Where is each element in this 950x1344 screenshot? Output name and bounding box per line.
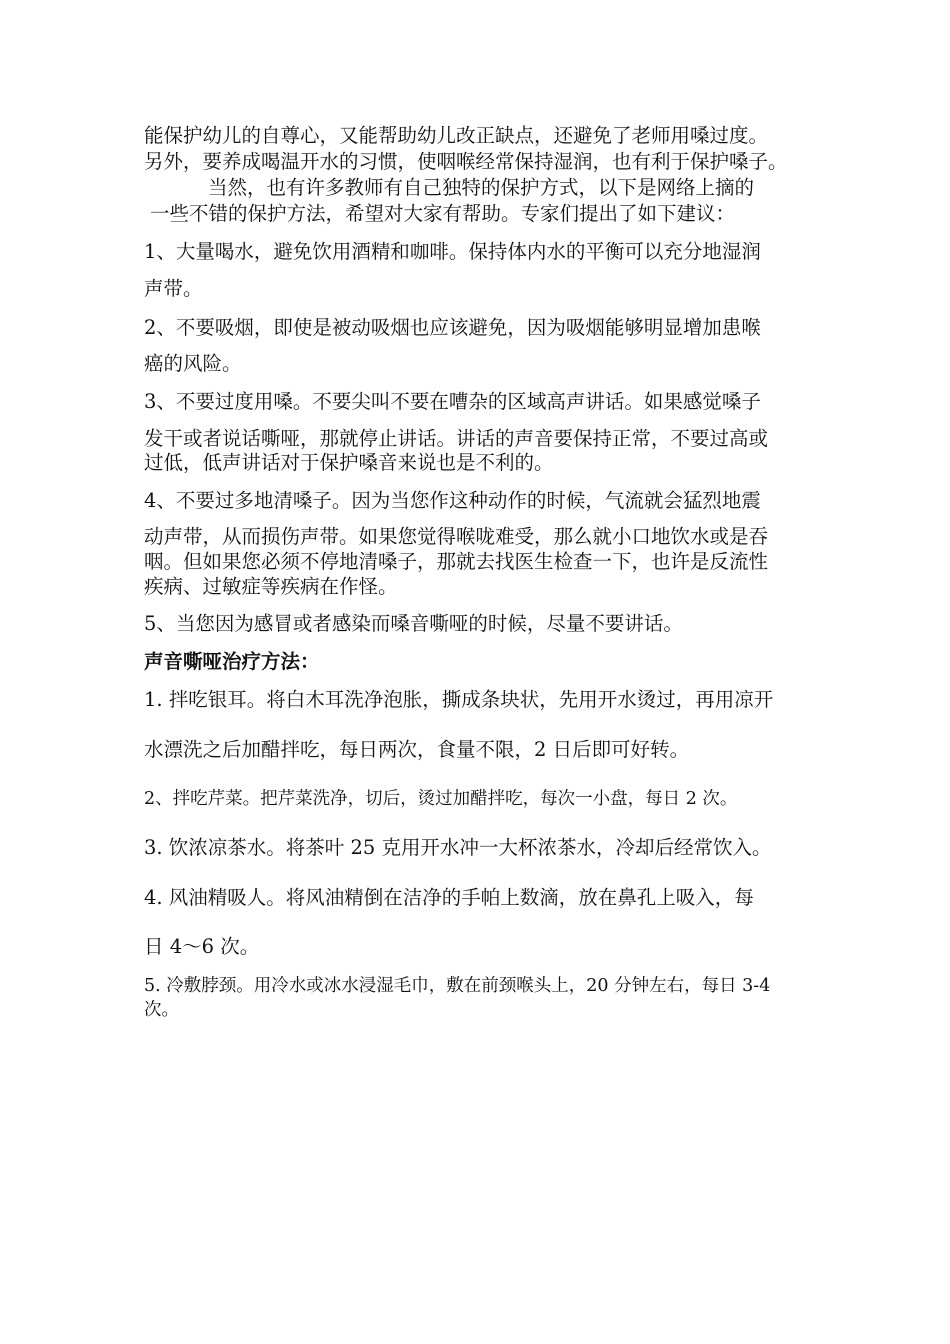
- tip-4-line-4: 疾病、过敏症等疾病在作怪。: [144, 575, 398, 598]
- treatment-2-line-1: 2、拌吃芹菜。把芹菜洗净，切后，烫过加醋拌吃，每次一小盘，每日 2 次。: [144, 789, 738, 809]
- treatment-3-line-1: 3. 饮浓凉茶水。将茶叶 25 克用开水冲一大杯浓茶水，冷却后经常饮入。: [144, 836, 772, 859]
- tip-1-line-1: 1、大量喝水，避免饮用酒精和咖啡。保持体内水的平衡可以充分地湿润: [144, 240, 761, 263]
- treatment-5-line-1: 5. 冷敷脖颈。用冷水或冰水浸湿毛巾，敷在前颈喉头上，20 分钟左右，每日 3-4: [144, 976, 771, 996]
- tip-1-line-2: 声带。: [144, 277, 203, 300]
- treatment-heading: 声音嘶哑治疗方法：: [144, 650, 320, 673]
- intro-line-1: 能保护幼儿的自尊心，又能帮助幼儿改正缺点，还避免了老师用嗓过度。: [144, 124, 769, 147]
- tip-5-line-1: 5、当您因为感冒或者感染而嗓音嘶哑的时候，尽量不要讲话。: [144, 612, 683, 635]
- tip-3-line-3: 过低，低声讲话对于保护嗓音来说也是不利的。: [144, 451, 554, 474]
- treatment-4-line-1: 4. 风油精吸人。将风油精倒在洁净的手帕上数滴，放在鼻孔上吸入，每: [144, 886, 754, 909]
- tip-2-line-1: 2、不要吸烟，即使是被动吸烟也应该避免，因为吸烟能够明显增加患喉: [144, 316, 761, 339]
- intro-line-3: 当然，也有许多教师有自己独特的保护方式，以下是网络上摘的: [208, 176, 755, 199]
- treatment-5-line-2: 次。: [144, 1000, 179, 1020]
- tip-2-line-2: 癌的风险。: [144, 352, 242, 375]
- tip-4-line-2: 动声带，从而损伤声带。如果您觉得喉咙难受，那么就小口地饮水或是吞: [144, 525, 769, 548]
- tip-3-line-2: 发干或者说话嘶哑，那就停止讲话。讲话的声音要保持正常，不要过高或: [144, 427, 769, 450]
- intro-line-2: 另外，要养成喝温开水的习惯，使咽喉经常保持湿润，也有利于保护嗓子。: [144, 150, 788, 173]
- tip-3-line-1: 3、不要过度用嗓。不要尖叫不要在嘈杂的区域高声讲话。如果感觉嗓子: [144, 390, 761, 413]
- treatment-4-line-2: 日 4～6 次。: [144, 935, 260, 958]
- intro-line-4: 一些不错的保护方法，希望对大家有帮助。专家们提出了如下建议：: [150, 202, 736, 225]
- treatment-1-line-1: 1. 拌吃银耳。将白木耳洗净泡胀，撕成条块状，先用开水烫过，再用凉开: [144, 688, 774, 711]
- treatment-1-line-2: 水漂洗之后加醋拌吃，每日两次，食量不限，2 日后即可好转。: [144, 738, 690, 761]
- tip-4-line-3: 咽。但如果您必须不停地清嗓子，那就去找医生检查一下，也许是反流性: [144, 550, 769, 573]
- tip-4-line-1: 4、不要过多地清嗓子。因为当您作这种动作的时候，气流就会猛烈地震: [144, 489, 761, 512]
